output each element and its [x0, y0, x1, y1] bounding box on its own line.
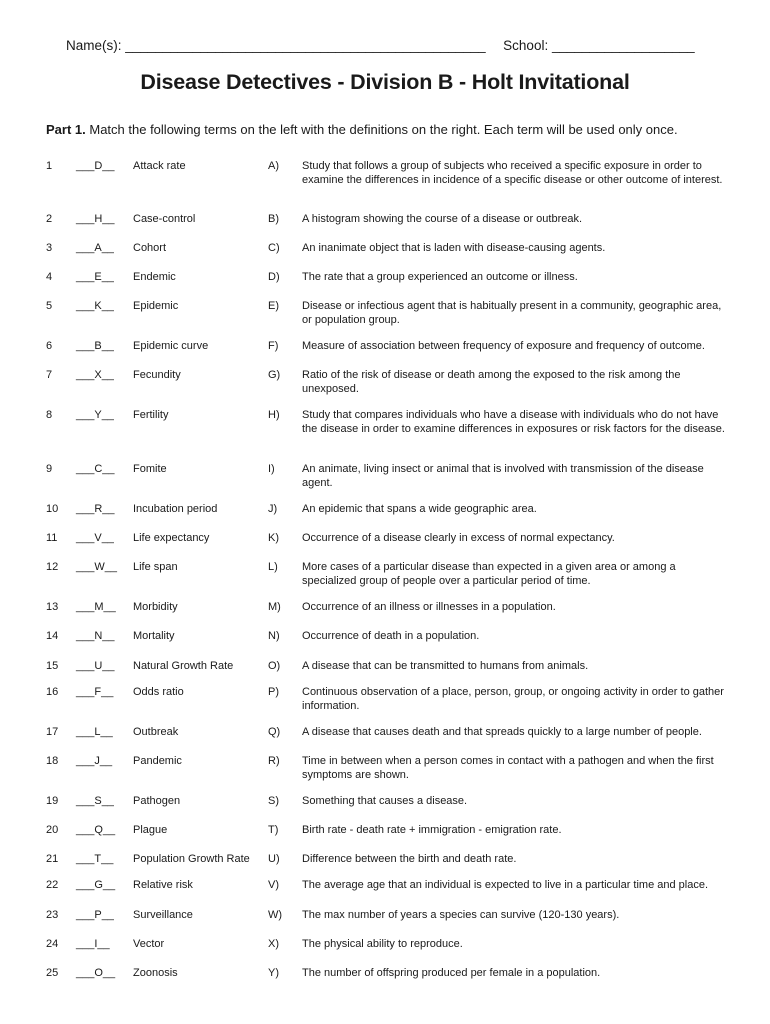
definition-letter: T) — [268, 824, 279, 836]
table-row — [0, 823, 770, 852]
definition-letter: F) — [268, 340, 279, 352]
table-row — [0, 408, 770, 462]
answer-blank: ___R__ — [76, 503, 115, 515]
definition-letter: Q) — [268, 726, 281, 738]
definition-letter: G) — [268, 369, 281, 381]
definition-letter: R) — [268, 755, 280, 767]
term-text: Fecundity — [133, 369, 181, 381]
row-number: 24 — [46, 938, 59, 950]
answer-blank: ___P__ — [76, 909, 114, 921]
definition-letter: A) — [268, 160, 279, 172]
instructions — [46, 122, 736, 137]
answer-blank: ___X__ — [76, 369, 114, 381]
definition-letter: S) — [268, 795, 279, 807]
definition-letter: O) — [268, 660, 281, 672]
school-field-label: School: ___________________ — [503, 38, 695, 53]
definition-text: The rate that a group experienced an outcome or illness. — [302, 271, 578, 283]
definition-letter: E) — [268, 300, 279, 312]
answer-blank: ___O__ — [76, 967, 116, 979]
table-row — [0, 270, 770, 299]
definition-text: A histogram showing the course of a disease or outbreak. — [302, 213, 583, 225]
table-row — [0, 754, 770, 794]
definition-letter: H) — [268, 409, 280, 421]
term-text: Outbreak — [133, 726, 179, 738]
row-number: 13 — [46, 601, 59, 613]
answer-blank: ___V__ — [76, 532, 114, 544]
definition-text: Occurrence of an illness or illnesses in a population. — [302, 601, 556, 613]
definition-letter: D) — [268, 271, 280, 283]
definition-letter: N) — [268, 630, 280, 642]
term-text: Pandemic — [133, 755, 182, 767]
definition-letter: W) — [268, 909, 283, 921]
term-text: Life span — [133, 561, 178, 573]
definition-letter: K) — [268, 532, 279, 544]
definition-letter: M) — [268, 601, 281, 613]
page-title: Disease Detectives - Division B - Holt Invitational — [140, 70, 630, 94]
table-row — [0, 368, 770, 408]
row-number: 22 — [46, 879, 59, 891]
definition-text: Birth rate - death rate + immigration - emigration rate. — [302, 824, 562, 836]
answer-blank: ___U__ — [76, 660, 115, 672]
table-row — [0, 966, 770, 986]
answer-blank: ___Y__ — [76, 409, 114, 421]
term-text: Natural Growth Rate — [133, 660, 234, 672]
term-text: Epidemic curve — [133, 340, 209, 352]
answer-blank: ___I__ — [76, 938, 110, 950]
table-row — [0, 462, 770, 502]
term-text: Surveillance — [133, 909, 193, 921]
definition-text: The max number of years a species can survive (120-130 years). — [302, 909, 620, 921]
definition-text: Difference between the birth and death rate. — [302, 853, 517, 865]
definition-letter: P) — [268, 686, 279, 698]
answer-blank: ___A__ — [76, 242, 114, 254]
answer-blank: ___B__ — [76, 340, 114, 352]
definition-text: The average age that an individual is expected to live in a particular time and place. — [302, 879, 709, 891]
definition-text: Measure of association between frequency of exposure and frequency of outcome. — [302, 340, 705, 352]
definition-text: Occurrence of a disease clearly in excess of normal expectancy. — [302, 532, 615, 544]
answer-blank: ___D__ — [76, 160, 115, 172]
table-row — [0, 600, 770, 629]
row-number: 11 — [46, 532, 58, 544]
row-number: 15 — [46, 660, 59, 672]
table-row — [0, 502, 770, 531]
definition-text: Disease or infectious agent that is habitually present in a community, geographic area, or population group. — [302, 300, 722, 326]
definition-text: An inanimate object that is laden with disease-causing agents. — [302, 242, 606, 254]
answer-blank: ___N__ — [76, 630, 115, 642]
table-row — [0, 937, 770, 966]
part-label: Part 1. — [46, 122, 86, 137]
row-number: 9 — [46, 463, 53, 475]
table-row — [0, 725, 770, 754]
definition-letter: X) — [268, 938, 279, 950]
definition-letter: J) — [268, 503, 278, 515]
answer-blank: ___M__ — [76, 601, 116, 613]
answer-blank: ___L__ — [76, 726, 113, 738]
row-number: 1 — [46, 160, 53, 172]
term-text: Attack rate — [133, 160, 186, 172]
term-text: Zoonosis — [133, 967, 178, 979]
definition-text: More cases of a particular disease than expected in a given area or among a specialized group of people over a particular period of time. — [302, 561, 676, 587]
table-row — [0, 629, 770, 659]
term-text: Incubation period — [133, 503, 218, 515]
term-text: Plague — [133, 824, 168, 836]
answer-blank: ___H__ — [76, 213, 115, 225]
table-row — [0, 852, 770, 878]
definition-letter: Y) — [268, 967, 279, 979]
definition-text: Time in between when a person comes in contact with a pathogen and when the first symptoms are shown. — [302, 755, 714, 781]
row-number: 23 — [46, 909, 59, 921]
definition-text: Occurrence of death in a population. — [302, 630, 480, 642]
row-number: 3 — [46, 242, 53, 254]
definition-text: A disease that causes death and that spreads quickly to a large number of people. — [302, 726, 702, 738]
term-text: Relative risk — [133, 879, 193, 891]
definition-text: A disease that can be transmitted to humans from animals. — [302, 660, 589, 672]
table-row — [0, 531, 770, 560]
answer-blank: ___Q__ — [76, 824, 116, 836]
definition-text: An animate, living insect or animal that is involved with transmission of the disease agent. — [302, 463, 704, 489]
term-text: Endemic — [133, 271, 176, 283]
row-number: 4 — [46, 271, 53, 283]
table-row — [0, 794, 770, 823]
matching-table — [0, 159, 770, 986]
table-row — [0, 908, 770, 937]
row-number: 12 — [46, 561, 59, 573]
definition-text: The physical ability to reproduce. — [302, 938, 463, 950]
term-text: Cohort — [133, 242, 167, 254]
row-number: 8 — [46, 409, 53, 421]
answer-blank: ___T__ — [76, 853, 114, 865]
definition-letter: L) — [268, 561, 278, 573]
row-number: 6 — [46, 340, 53, 352]
row-number: 10 — [46, 503, 59, 515]
definition-text: Study that follows a group of subjects who received a specific exposure in order to examine the differences in incidence of a specific disease or other outcome of interest. — [302, 160, 723, 186]
table-row — [0, 212, 770, 241]
table-row — [0, 241, 770, 270]
answer-blank: ___S__ — [76, 795, 114, 807]
term-text: Epidemic — [133, 300, 179, 312]
definition-letter: B) — [268, 213, 279, 225]
row-number: 5 — [46, 300, 53, 312]
row-number: 2 — [46, 213, 53, 225]
row-number: 18 — [46, 755, 59, 767]
term-text: Fertility — [133, 409, 169, 421]
row-number: 16 — [46, 686, 59, 698]
answer-blank: ___F__ — [76, 686, 114, 698]
header-line — [66, 38, 716, 53]
row-number: 20 — [46, 824, 59, 836]
table-row — [0, 299, 770, 339]
table-row — [0, 878, 770, 908]
table-row — [0, 659, 770, 685]
definition-text: Something that causes a disease. — [302, 795, 468, 807]
definition-text: Study that compares individuals who have a disease with individuals who do not have the disease in order to examine differences in exposures or risk factors for the disease. — [302, 409, 725, 435]
row-number: 19 — [46, 795, 59, 807]
table-row — [0, 685, 770, 725]
definition-letter: I) — [268, 463, 275, 475]
definition-text: The number of offspring produced per female in a population. — [302, 967, 601, 979]
term-text: Mortality — [133, 630, 175, 642]
table-row — [0, 159, 770, 212]
term-text: Vector — [133, 938, 165, 950]
names-field-label: Name(s): ________________________________________________ — [66, 38, 486, 53]
row-number: 17 — [46, 726, 59, 738]
instructions-text: Match the following terms on the left with the definitions on the right. Each term will be used only once. — [89, 122, 678, 137]
term-text: Fomite — [133, 463, 167, 475]
answer-blank: ___J__ — [76, 755, 113, 767]
row-number: 7 — [46, 369, 53, 381]
term-text: Population Growth Rate — [133, 853, 250, 865]
definition-letter: U) — [268, 853, 280, 865]
row-number: 14 — [46, 630, 59, 642]
answer-blank: ___W__ — [76, 561, 117, 573]
row-number: 25 — [46, 967, 59, 979]
term-text: Case-control — [133, 213, 196, 225]
term-text: Morbidity — [133, 601, 178, 613]
answer-blank: ___E__ — [76, 271, 114, 283]
row-number: 21 — [46, 853, 59, 865]
term-text: Pathogen — [133, 795, 181, 807]
table-row — [0, 339, 770, 368]
answer-blank: ___K__ — [76, 300, 114, 312]
definition-letter: V) — [268, 879, 279, 891]
definition-letter: C) — [268, 242, 280, 254]
definition-text: An epidemic that spans a wide geographic area. — [302, 503, 537, 515]
answer-blank: ___C__ — [76, 463, 115, 475]
answer-blank: ___G__ — [76, 879, 116, 891]
definition-text: Ratio of the risk of disease or death among the exposed to the risk among the unexposed. — [302, 369, 681, 395]
definition-text: Continuous observation of a place, person, group, or ongoing activity in order to gather information. — [302, 686, 724, 712]
term-text: Odds ratio — [133, 686, 184, 698]
table-row — [0, 560, 770, 600]
term-text: Life expectancy — [133, 532, 210, 544]
